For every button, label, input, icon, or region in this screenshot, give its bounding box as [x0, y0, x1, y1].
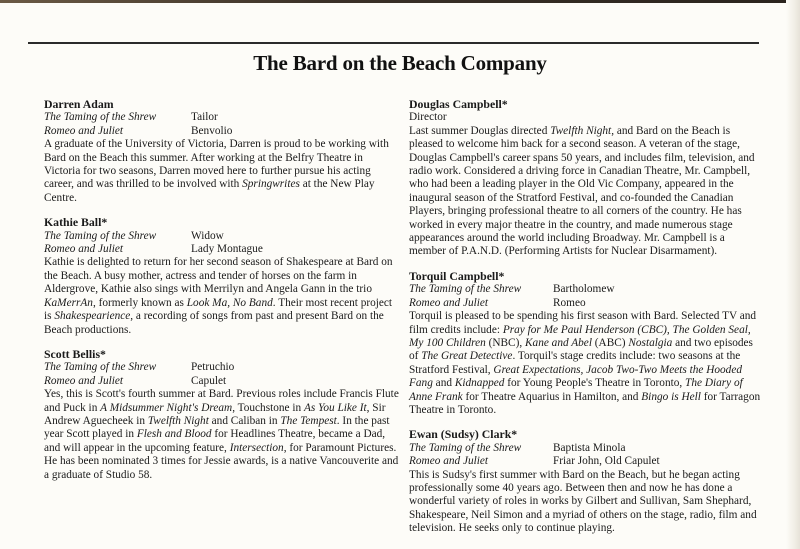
bio-text: [409, 125, 764, 259]
character-name: Widow: [191, 229, 224, 242]
right-column: [409, 98, 764, 547]
italic-title: Nostalgia: [628, 336, 673, 349]
italic-title: The Tempest: [280, 414, 337, 427]
italic-title: Twelfth Night: [147, 414, 209, 427]
cast-bio: [409, 270, 764, 417]
bio-segment: . Their most recent project is: [44, 296, 393, 323]
italic-title: KaMerrAn: [44, 296, 93, 309]
role-row: [44, 243, 399, 256]
bio-segment: , and Bard on the Beach is pleased to welcome him back for a second season. A veteran of the stage, Douglas Campbell's career spans 50 years, and includes film, television, and radio work. Considered a driving force in Canadian Theatre, Mr. Campbell, who had been a leading player in the Old Vic Company, appeared in the inaugural season of the Stratford Festival, and co-founded the Canadian Players, bringing professional theatre to all corners of the country. He has worked in every major theatre in the country, and made numerous stage appearances around the world including Broadway. Mr. Campbell is a member of P.A.N.D. (Performing Artists for Nuclear Disarmament).: [409, 124, 755, 258]
italic-title: Flesh and Blood: [136, 428, 212, 441]
bio-segment: and: [432, 377, 455, 390]
cast-bio: [44, 348, 399, 482]
bio-segment: for Tarragon Theatre in Toronto.: [409, 390, 761, 416]
role-row: [409, 297, 764, 310]
cast-name: Scott Bellis*: [44, 346, 106, 361]
cast-subtitle: Director: [409, 111, 447, 124]
bio-segment: and Caliban in: [208, 414, 281, 427]
bio-segment: for Headlines Theatre, became a Dad, and will appear in the upcoming feature,: [44, 428, 386, 454]
cast-bio: [409, 428, 764, 535]
character-name: Romeo: [553, 296, 586, 309]
role-row: [44, 375, 399, 388]
cast-name: Ewan (Sudsy) Clark*: [409, 427, 518, 442]
play-title: The Taming of the Shrew: [44, 361, 157, 374]
italic-title: The Great Detective: [421, 350, 513, 363]
cast-name: Torquil Campbell*: [409, 268, 505, 283]
cast-name: Douglas Campbell*: [409, 97, 508, 111]
bio-segment: (ABC): [591, 336, 629, 349]
italic-title: Look Ma, No Band: [186, 296, 273, 309]
cast-bio: [409, 98, 764, 259]
play-title: Romeo and Juliet: [409, 455, 489, 468]
play-title: Romeo and Juliet: [409, 296, 489, 309]
bio-segment: Last summer Douglas directed: [409, 124, 551, 137]
role-row: [44, 230, 399, 243]
bio-segment: . In the past year Scott played in: [44, 414, 390, 441]
italic-title: As You Like It: [303, 401, 367, 414]
play-title: The Taming of the Shrew: [44, 111, 157, 124]
header-rule: [28, 42, 759, 44]
bio-segment: for Young People's Theatre in Toronto,: [504, 377, 686, 390]
bio-segment: (NBC),: [485, 336, 526, 349]
character-name: Bartholomew: [553, 283, 615, 296]
bio-text: [44, 388, 399, 482]
bio-segment: at the New Play Centre.: [44, 178, 375, 204]
bio-text: [44, 256, 399, 336]
cast-bio: [44, 98, 399, 205]
character-name: Capulet: [191, 374, 227, 387]
left-column: [44, 98, 399, 493]
play-title: Romeo and Juliet: [44, 374, 124, 387]
character-name: Friar John, Old Capulet: [553, 455, 660, 468]
bio-segment: , Sir Andrew Aguecheek in: [44, 401, 386, 427]
role-row: [44, 125, 399, 138]
bio-segment: . Torquil's stage credits include: two seasons at the Stratford Festival,: [409, 350, 741, 376]
role-row: [409, 442, 764, 455]
bio-segment: , formerly known as: [92, 296, 187, 309]
role-row: [409, 283, 764, 296]
italic-title: Twelfth Night: [550, 124, 612, 137]
page-top-edge: [0, 0, 800, 3]
role-row: [44, 361, 399, 374]
italic-title: Kidnapped: [454, 377, 505, 390]
bio-segment: Torquil is pleased to be spending his first season with Bard. Selected TV and film credits include:: [409, 310, 757, 336]
bio-segment: Yes, this is Scott's fourth summer at Bard. Previous roles include Francis Flute and Puck in: [44, 388, 399, 414]
play-title: The Taming of the Shrew: [44, 229, 157, 242]
italic-title: Great Expectations, Jacob Two-Two Meets the Hooded Fang: [409, 363, 742, 390]
character-name: Petruchio: [191, 361, 235, 374]
bio-segment: for Theatre Aquarius in Hamilton, and: [462, 390, 642, 403]
bio-text: [409, 469, 764, 536]
page-title: The Bard on the Beach Company: [253, 51, 547, 75]
italic-title: Shakespearience: [54, 310, 131, 323]
cast-name: Kathie Ball*: [44, 215, 108, 230]
page-fold-shadow: [786, 0, 800, 549]
play-title: The Taming of the Shrew: [409, 441, 522, 454]
character-name: Tailor: [191, 111, 218, 124]
bio-segment: This is Sudsy's first summer with Bard on the Beach, but he began acting professionally some 40 years ago. Between then and now he has done a wonderful variety of roles in works by Gilbert and Sullivan, Sam Shephard, Shakespeare, Neil Simon and a myriad of others on the stage, radio, film and television. He seeks only to continue playing.: [409, 468, 757, 535]
italic-title: The Diary of Anne Frank: [409, 377, 743, 403]
bio-segment: A graduate of the University of Victoria, Darren is proud to be working with Bard on the Beach this summer. After working at the Belfry Theatre in Victoria for two seasons, Darren moved here to further pursue his acting career, and was thrilled to be involved with: [44, 138, 389, 191]
italic-title: Pray for Me Paul Henderson (CBC), The Golden Seal, My 100 Children: [409, 323, 751, 349]
italic-title: A Midsummer Night's Dream: [100, 401, 233, 414]
role-row: [409, 455, 764, 468]
italic-title: Kane and Abel: [525, 336, 592, 349]
bio-segment: , Touchstone in: [232, 401, 304, 414]
bio-segment: and two episodes of: [409, 336, 753, 363]
cast-name: Darren Adam: [44, 97, 114, 111]
italic-title: Bingo is Hell: [641, 390, 701, 403]
bio-segment: Kathie is delighted to return for her second season of Shakespeare at Bard on the Beach. A busy mother, actress and tender of horses on the farm in Aldergrove, Kathie also sings with Merrilyn and Angela Gann in the trio: [44, 256, 393, 296]
character-name: Lady Montague: [191, 243, 263, 256]
character-name: Baptista Minola: [553, 441, 626, 454]
bio-text: [44, 138, 399, 205]
bio-text: [409, 310, 764, 417]
play-title: The Taming of the Shrew: [409, 283, 522, 296]
bio-segment: , a recording of songs from past and present Bard on the Beach productions.: [44, 310, 384, 336]
role-row: [44, 111, 399, 124]
play-title: Romeo and Juliet: [44, 124, 124, 137]
bio-segment: , for Paramount Pictures. He has been nominated 3 times for Jessie awards, is a native Vancouverite and a graduate of Studio 58.: [44, 441, 399, 481]
italic-title: Springwrites: [242, 178, 300, 191]
play-title: Romeo and Juliet: [44, 243, 124, 256]
italic-title: Intersection: [229, 441, 284, 454]
character-name: Benvolio: [191, 124, 233, 137]
cast-bio: [44, 216, 399, 337]
